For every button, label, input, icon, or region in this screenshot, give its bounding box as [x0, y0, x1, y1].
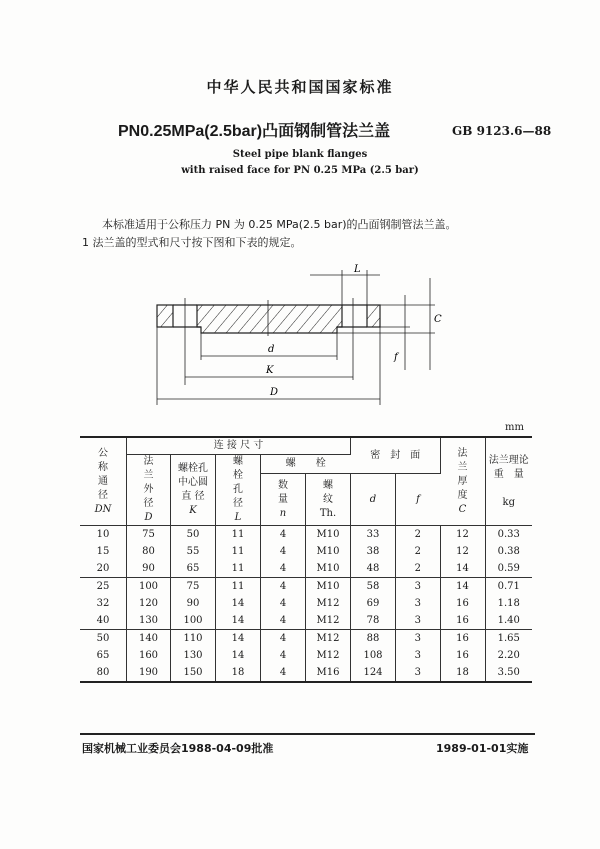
table-cell: 50	[80, 630, 127, 648]
table-row	[80, 612, 532, 630]
table-cell: 48	[351, 560, 396, 578]
table-cell: 80	[127, 543, 171, 560]
table-cell: 14	[216, 630, 261, 648]
table-cell: 50	[171, 526, 216, 544]
table-cell: M10	[306, 560, 351, 578]
table-cell: 100	[127, 578, 171, 596]
table-cell: 11	[216, 543, 261, 560]
table-cell: 4	[261, 664, 306, 682]
table-cell: 90	[127, 560, 171, 578]
table-cell: 75	[171, 578, 216, 596]
col-bolt: 螺 栓	[261, 455, 351, 474]
table-cell: 130	[127, 612, 171, 630]
table-cell: 12	[440, 526, 485, 544]
table-cell: 110	[171, 630, 216, 648]
table-cell: 108	[351, 647, 396, 664]
table-cell: 11	[216, 578, 261, 596]
table-cell: 11	[216, 560, 261, 578]
table-cell: 80	[80, 664, 127, 682]
table-cell: 2	[396, 526, 441, 544]
col-th: 螺 纹 Th.	[306, 474, 351, 526]
table-row	[80, 664, 532, 682]
unit-label: mm	[505, 422, 524, 433]
table-cell: 4	[261, 543, 306, 560]
table-cell: M10	[306, 543, 351, 560]
table-cell: 2.20	[497, 650, 520, 661]
label-d: d	[268, 344, 275, 355]
table-cell: 15	[80, 543, 127, 560]
table-cell: 160	[127, 647, 171, 664]
table-cell: 0.71	[497, 581, 520, 592]
col-seal: 密 封 面	[351, 437, 441, 474]
standard-body: 中华人民共和国国家标准	[206, 78, 394, 96]
table-row	[80, 647, 532, 664]
col-connect: 连 接 尺 寸	[127, 437, 351, 455]
label-D: D	[270, 387, 279, 398]
table-cell: M12	[306, 612, 351, 630]
table-cell: 16	[440, 630, 485, 648]
table-cell: 10	[80, 526, 127, 544]
table-cell: 25	[80, 578, 127, 596]
table-cell: 3	[396, 647, 441, 664]
table-cell: 65	[171, 560, 216, 578]
table-cell: 0.33	[497, 529, 520, 540]
table-cell: 140	[127, 630, 171, 648]
table-cell: 33	[351, 526, 396, 544]
table-cell: 14	[216, 595, 261, 612]
approval-text: 国家机械工业委员会1988-04-09批准	[82, 742, 274, 755]
english-title-2: with raised face for PN 0.25 MPa (2.5 bar)	[181, 165, 419, 176]
dimension-table	[80, 436, 532, 683]
table-cell: 14	[216, 647, 261, 664]
table-cell: 32	[80, 595, 127, 612]
table-cell: 130	[171, 647, 216, 664]
effective-date: 1989-01-01实施	[436, 742, 529, 755]
table-cell: 4	[261, 526, 306, 544]
table-cell: 100	[171, 612, 216, 630]
table-cell: 4	[261, 630, 306, 648]
table-cell: 3	[396, 578, 441, 596]
table-cell: 3	[396, 630, 441, 648]
col-f: f	[396, 474, 441, 526]
table-cell: 58	[351, 578, 396, 596]
label-C: C	[434, 314, 442, 325]
table-cell: 3	[396, 612, 441, 630]
english-title-1: Steel pipe blank flanges	[232, 149, 368, 160]
table-cell: 16	[440, 647, 485, 664]
table-cell: 75	[127, 526, 171, 544]
table-cell: 16	[440, 595, 485, 612]
table-cell: M10	[306, 526, 351, 544]
table-cell: 12	[440, 543, 485, 560]
table-cell: 120	[127, 595, 171, 612]
table-cell: 16	[440, 612, 485, 630]
col-dn: 公 称 通 径 DN	[80, 437, 127, 526]
table-cell: 40	[80, 612, 127, 630]
table-cell: 90	[171, 595, 216, 612]
table-cell: 1.65	[497, 633, 520, 644]
col-D: 法 兰 外 径 D	[127, 455, 171, 526]
label-K: K	[266, 365, 274, 376]
table-cell: 3	[396, 595, 441, 612]
table-cell: 2	[396, 543, 441, 560]
table-cell: 18	[440, 664, 485, 682]
table-cell: 150	[171, 664, 216, 682]
table-cell: 3	[396, 664, 441, 682]
table-row	[80, 543, 532, 560]
table-cell: 4	[261, 560, 306, 578]
table-cell: M10	[306, 578, 351, 596]
col-L: 螺 栓 孔 径 L	[216, 455, 261, 526]
col-d: d	[351, 474, 396, 526]
table-row	[80, 560, 532, 578]
table-cell: 18	[216, 664, 261, 682]
footer-divider	[80, 733, 535, 735]
table-cell: 0.59	[485, 560, 532, 578]
table-cell: 0.38	[497, 546, 520, 557]
table-cell: 14	[440, 560, 485, 578]
table-cell: 124	[351, 664, 396, 682]
table-cell: 38	[351, 543, 396, 560]
table-cell: 4	[261, 595, 306, 612]
col-weight: 法兰理论 重 量 kg	[485, 437, 532, 526]
flange-drawing	[0, 0, 600, 420]
clause-1: 1 法兰盖的型式和尺寸按下图和下表的规定。	[82, 236, 302, 249]
table-row	[80, 595, 532, 612]
standard-code: GB 9123.6—88	[452, 124, 552, 138]
col-K: 螺栓孔 中心圆 直 径 K	[171, 455, 216, 526]
label-L: L	[354, 264, 361, 275]
table-cell: M12	[306, 595, 351, 612]
document-title: PN0.25MPa(2.5bar)凸面钢制管法兰盖	[118, 123, 391, 140]
table-cell: 3.50	[497, 667, 520, 678]
table-cell: 11	[216, 526, 261, 544]
table-cell: M16	[306, 664, 351, 682]
intro-paragraph: 本标准适用于公称压力 PN 为 0.25 MPa(2.5 bar)的凸面钢制管法兰盖。	[102, 218, 457, 231]
table-row	[80, 630, 532, 648]
table-cell: 1.40	[485, 612, 532, 630]
table-cell: 69	[351, 595, 396, 612]
table-cell: M12	[306, 630, 351, 648]
table-cell: 65	[80, 647, 127, 664]
table-cell: 88	[351, 630, 396, 648]
table-cell: 20	[80, 560, 127, 578]
table-cell: 14	[440, 578, 485, 596]
table-cell: 4	[261, 578, 306, 596]
table-row	[80, 578, 532, 596]
table-cell: 14	[216, 612, 261, 630]
table-cell: 190	[127, 664, 171, 682]
table-cell: 4	[261, 612, 306, 630]
table-cell: M12	[306, 647, 351, 664]
table-cell: 1.18	[497, 598, 520, 609]
col-C: 法 兰 厚 度 C	[440, 437, 485, 526]
col-n: 数 量 n	[261, 474, 306, 526]
label-f: f	[394, 352, 398, 363]
table-cell: 55	[171, 543, 216, 560]
table-cell: 4	[261, 647, 306, 664]
table-row	[80, 526, 532, 544]
table-cell: 78	[351, 612, 396, 630]
table-cell: 2	[396, 560, 441, 578]
